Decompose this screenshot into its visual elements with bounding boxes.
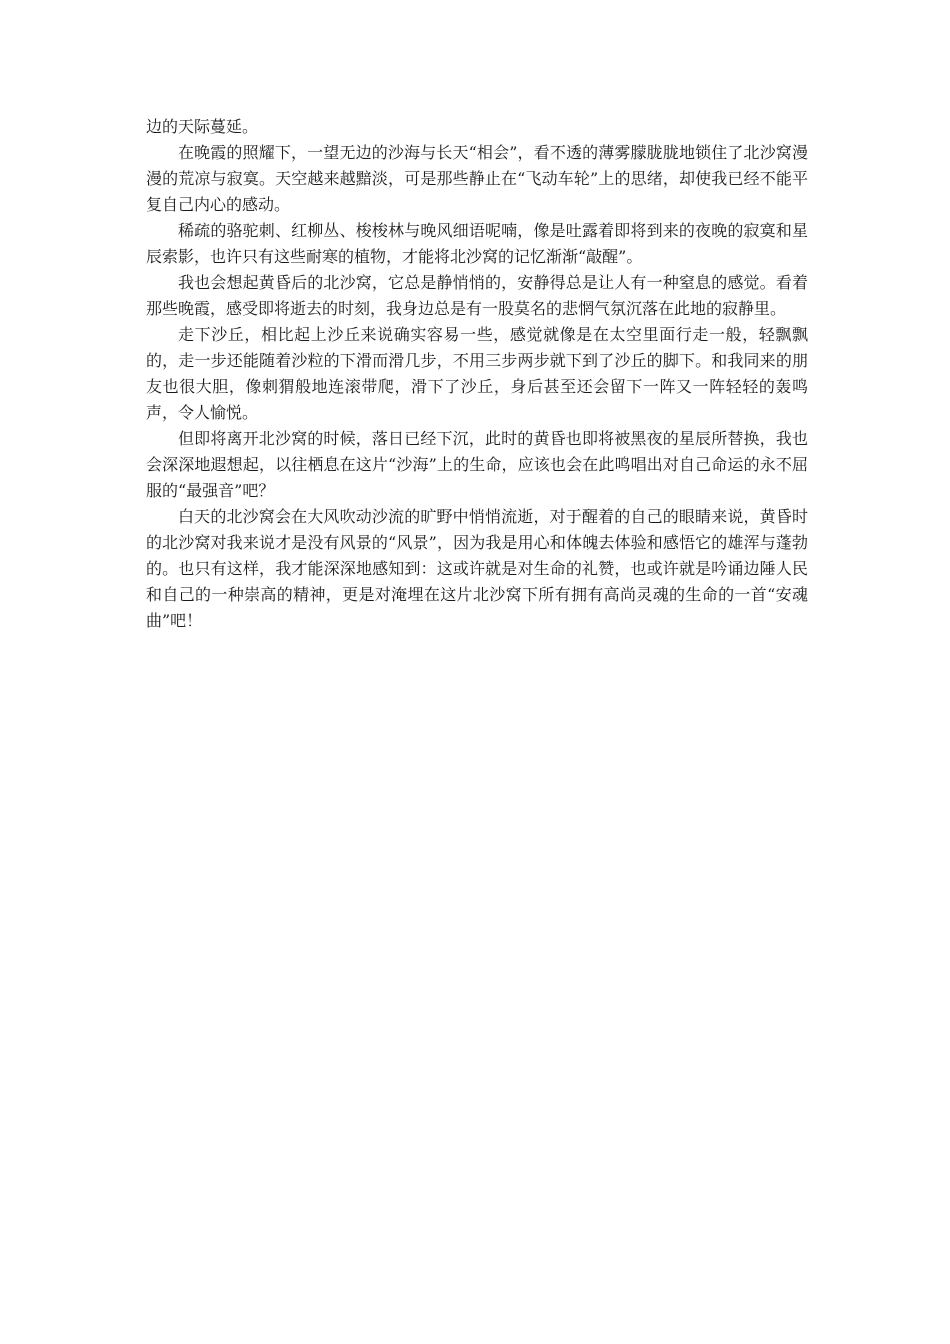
paragraph-plants: 稀疏的骆驼刺、红柳丛、梭梭林与晚风细语呢喃，像是吐露着即将到来的夜晚的寂寞和星辰索影，也许只有这些耐寒的植物，才能将北沙窝的记忆渐渐“敲醒”。 (146, 221, 808, 266)
document-body (146, 114, 808, 634)
paragraph-continuation: 边的天际蔓延。 (146, 117, 259, 136)
paragraph-leaving: 但即将离开北沙窝的时候，落日已经下沉，此时的黄昏也即将被黑夜的星辰所替换，我也会深深地遐想起，以往栖息在这片“沙海”上的生命，应该也会在此鸣唱出对自己命运的永不屈服的“最强音”吧？ (146, 429, 808, 500)
paragraph-dusk-silence: 我也会想起黄昏后的北沙窝，它总是静悄悄的，安静得总是让人有一种窒息的感觉。看着那些晚霞，感受即将逝去的时刻，我身边总是有一股莫名的悲惘气氛沉落在此地的寂静里。 (146, 273, 808, 318)
paragraph-closing: 白天的北沙窝会在大风吹动沙流的旷野中悄悄流逝，对于醒着的自己的眼睛来说，黄昏时的北沙窝对我来说才是没有风景的“风景”，因为我是用心和体魄去体验和感悟它的雄浑与蓬勃的。也只有这样，我才能深深地感知到：这或许就是对生命的礼赞，也或许就是吟诵边陲人民和自己的一种崇高的精神，更是对淹埋在这片北沙窝下所有拥有高尚灵魂的生命的一首“安魂曲”吧！ (146, 507, 808, 630)
paragraph-descending-dune: 走下沙丘，相比起上沙丘来说确实容易一些，感觉就像是在太空里面行走一般，轻飘飘的，走一步还能随着沙粒的下滑而滑几步，不用三步两步就下到了沙丘的脚下。和我同来的朋友也很大胆，像刺猬般地连滚带爬，滑下了沙丘，身后甚至还会留下一阵又一阵轻轻的轰鸣声，令人愉悦。 (146, 325, 808, 422)
paragraph-sunset-sea: 在晚霞的照耀下，一望无边的沙海与长天“相会”，看不透的薄雾朦胧胧地锁住了北沙窝漫漫的荒凉与寂寞。天空越来越黯淡，可是那些静止在“飞动车轮”上的思绪，却使我已经不能平复自己内心的感动。 (146, 143, 808, 214)
